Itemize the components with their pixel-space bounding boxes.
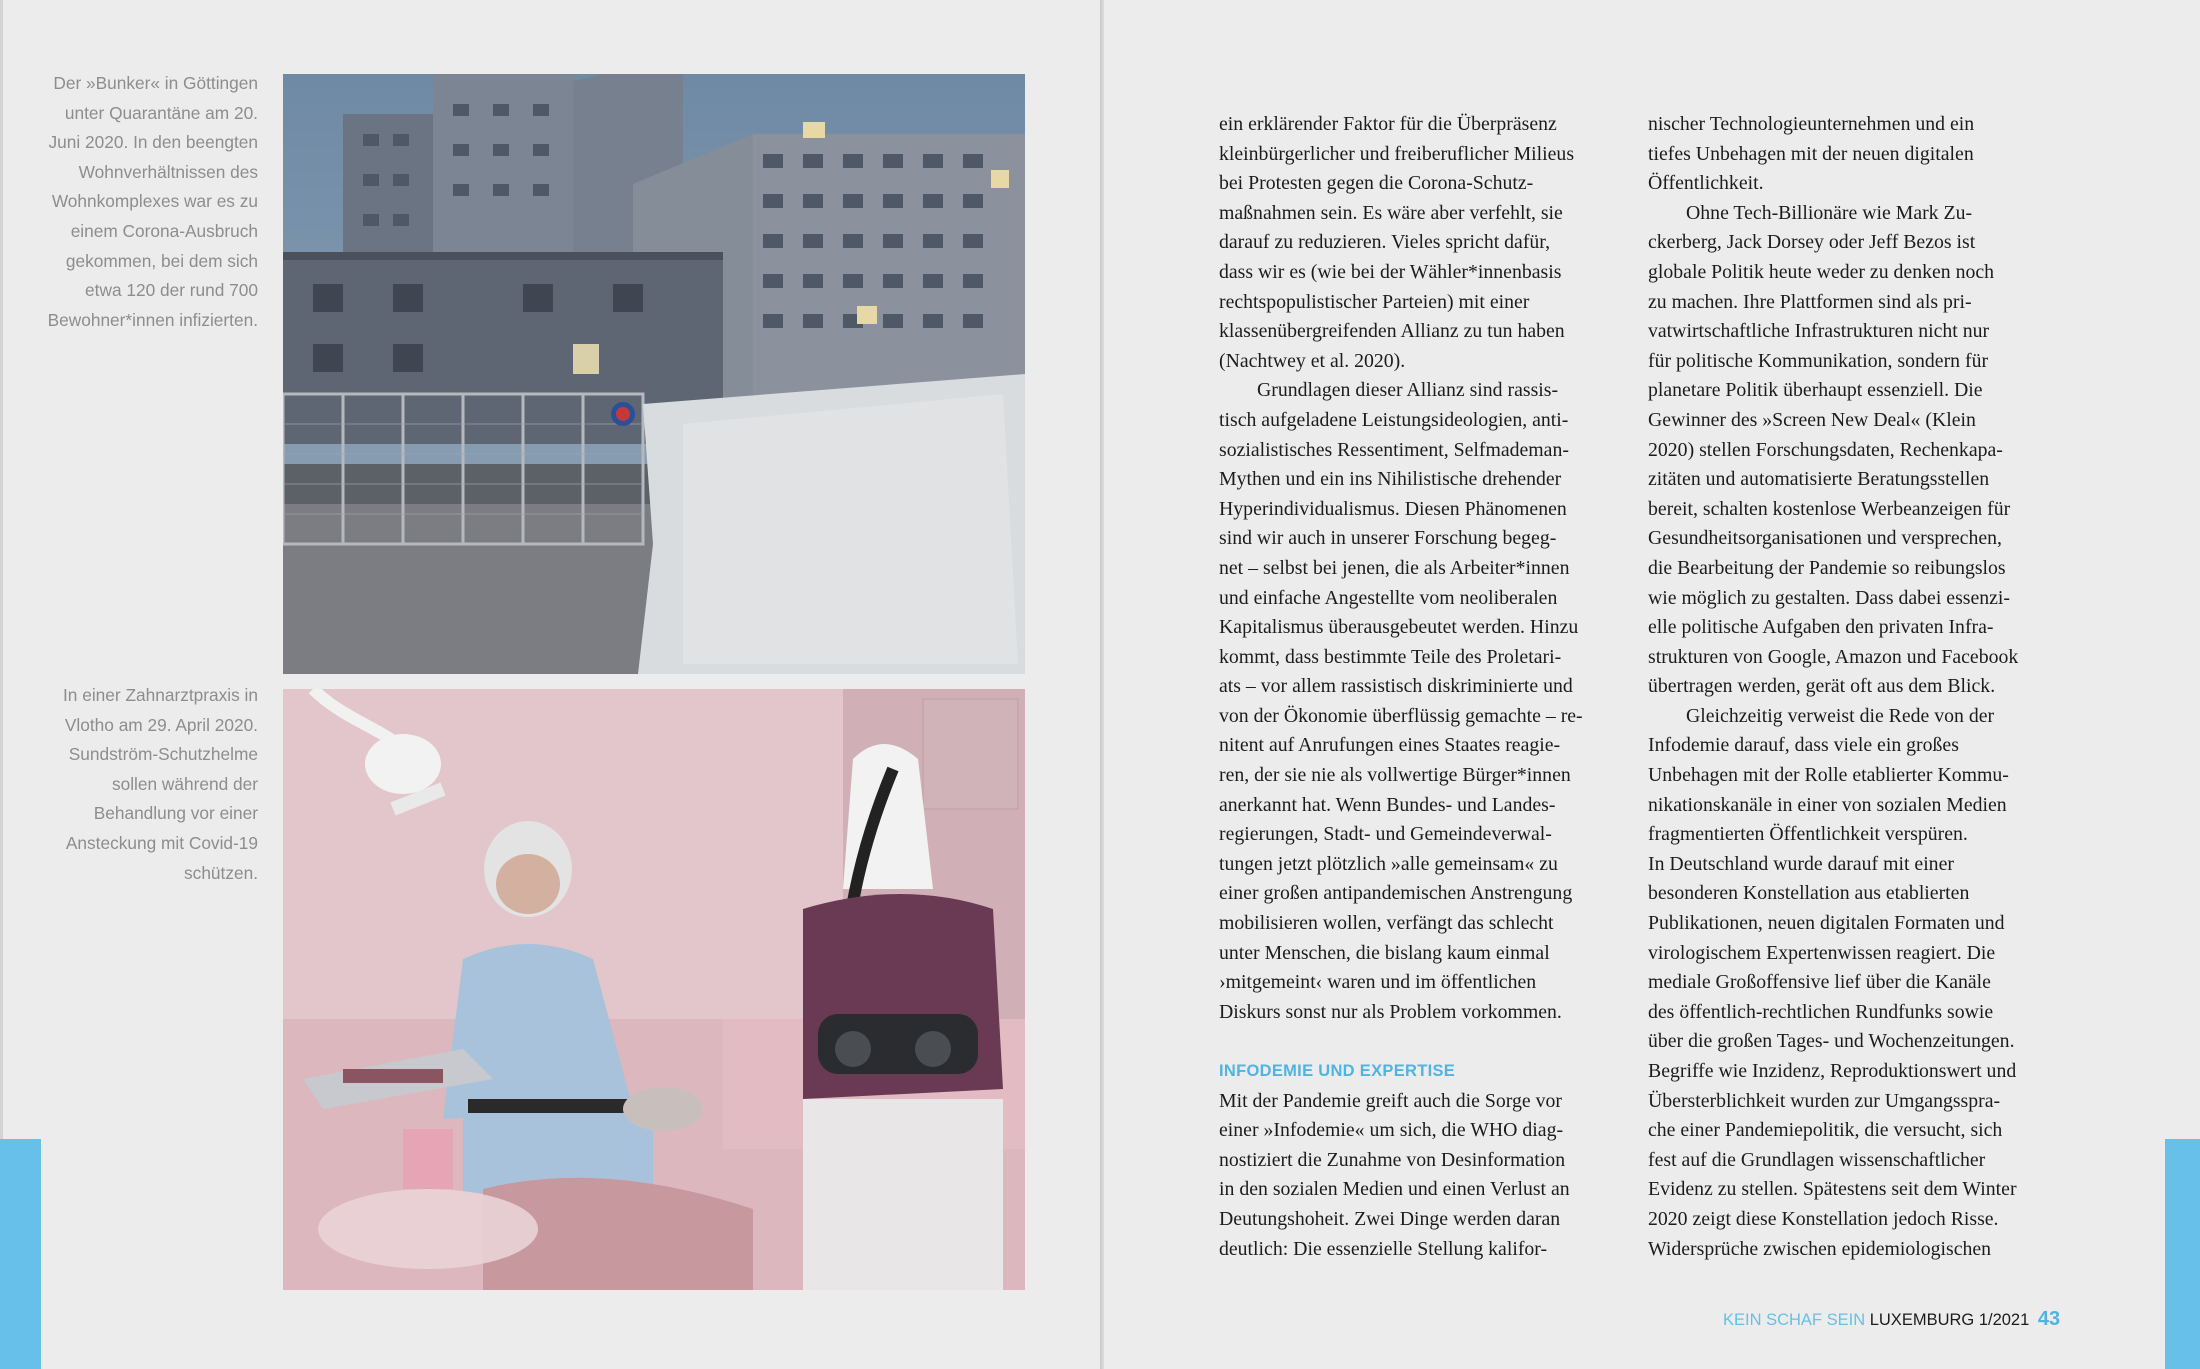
- article-paragraph: nischer Technologieunternehmen und ein tiefes Unbehagen mit der neuen digitalen Öffentlichkeit.: [1648, 113, 1975, 195]
- article-paragraph: Mit der Pandemie greift auch die Sorge vor einer »Infodemie« um sich, die WHO diag- nostiziert die Zunahme von Desinformation in den sozialen Medien und einen Verlust an Deutungshoheit. Zwei Dinge werden daran deutlich: Die essenzielle Stellung kalifor-: [1219, 1089, 1570, 1260]
- photo-caption-bunker: Der »Bunker« in Göttingen unter Quarantäne am 20. Juni 2020. In den beengten Wohnverhältnissen des Wohnkomplexes war es zu einem Corona-Ausbruch gekommen, bei dem sich etwa 120 der rund 700 Bewohner*innen infizierten.: [47, 73, 258, 330]
- article-paragraph: Gleichzeitig verweist die Rede von der Infodemie darauf, dass viele ein großes Unbehagen mit der Rolle etablierter Kommu- nikationskanäle in einer von sozialen Medien fragmentierten Öffentlichkeit verspüren.: [1648, 704, 2009, 846]
- photo-dental-practice: [283, 689, 1025, 1290]
- footer-kicker: KEIN SCHAF SEIN: [1723, 1311, 1866, 1329]
- page-number: 43: [2037, 1308, 2061, 1330]
- article-column-1: [1219, 110, 1639, 1264]
- article-paragraph: Ohne Tech-Billionäre wie Mark Zu- ckerberg, Jack Dorsey oder Jeff Bezos ist globale Politik heute weder zu denken noch zu machen. Ihre Plattformen sind als pri- vatwirtschaftliche Infrastrukturen nicht nur für politische Kommunikation, sondern für planetare Politik überhaupt essenziell. Die Gewinner des »Screen New Deal« (Klein 2020) stellen Forschungsdaten, Rechenkapa- zitäten und automatisierte Beratungsstellen bereit, schalten kostenlose Werbeanzeigen für Gesundheitsorganisationen und versprechen, die Bearbeitung der Pandemie so reibungslos wie möglich zu gestalten. Dass dabei essenzi- elle politische Aufgaben den privaten Infra- strukturen von Google, Amazon und Facebook übertragen werden, gerät oft aus dem Blick.: [1648, 201, 2019, 698]
- article-paragraph: Grundlagen dieser Allianz sind rassis- tisch aufgeladene Leistungsideologien, anti- sozialistisches Ressentiment, Selfmademan- Mythen und ein ins Nihilistische drehender Hyperindividualismus. Diesen Phänomenen sind wir auch in unserer Forschung begeg- net – selbst bei jenen, die als Arbeiter*innen und einfache Angestellte vom neoliberalen Kapitalismus überausgebeutet werden. Hinzu kommt, dass bestimmte Teile des Proletari- ats – vor allem rassistisch diskriminierte und von der Ökonomie überflüssig gemachte – re- nitent auf Anrufungen eines Staates reagie- ren, der sie nie als vollwertige Bürger*innen anerkannt hat. Wenn Bundes- und Landes- regierungen, Stadt- und Gemeindeverwal- tungen jetzt plötzlich »alle gemeinsam« zu einer großen antipandemischen Anstrengung mobilisieren wollen, verfängt das schlecht unter Menschen, die bislang kaum einmal ›mitgemeint‹ waren und im öffentlichen Diskurs sonst nur als Problem vorkommen.: [1219, 379, 1583, 1023]
- photo-caption-dentist: In einer Zahnarztpraxis in Vlotho am 29. April 2020. Sundström-Schutzhelme sollen während der Behandlung vor einer Ansteckung mit Covid-19 schützen.: [63, 685, 258, 883]
- page-footer: [1723, 1308, 2060, 1331]
- article-paragraph: ein erklärender Faktor für die Überpräsenz kleinbürgerlicher und freiberuflicher Milieus bei Protesten gegen die Corona-Schutz- maßnahmen sein. Es wäre aber verfehlt, sie darauf zu reduzieren. Vieles spricht dafür, dass wir es (wie bei der Wähler*innenbasis rechtspopulistischer Parteien) mit einer klassenübergreifenden Allianz zu tun haben (Nachtwey et al. 2020).: [1219, 113, 1575, 372]
- article-column-2: [1648, 110, 2068, 1264]
- right-color-tab: [2165, 1139, 2200, 1369]
- photo-bunker-quarantine: [283, 74, 1025, 674]
- left-color-tab: [0, 1139, 41, 1369]
- article-paragraph: In Deutschland wurde darauf mit einer besonderen Konstellation aus etablierten Publikationen, neuen digitalen Formaten und virologischem Expertenwissen reagiert. Die mediale Großoffensive lief über die Kanäle des öffentlich-rechtlichen Rundfunks sowie über die großen Tages- und Wochenzeitungen. Begriffe wie Inzidenz, Reproduktionswert und Übersterblichkeit wurden zur Umgangsspra- che einer Pandemiepolitik, die versucht, sich fest auf die Grundlagen wissenschaftlicher Evidenz zu stellen. Spätestens seit dem Winter 2020 zeigt diese Konstellation jedoch Risse. Widersprüche zwischen epidemiologischen: [1648, 852, 2017, 1260]
- section-heading: INFODEMIE UND EXPERTISE: [1219, 1062, 1456, 1080]
- footer-magazine: LUXEMBURG 1/2021: [1869, 1311, 2030, 1329]
